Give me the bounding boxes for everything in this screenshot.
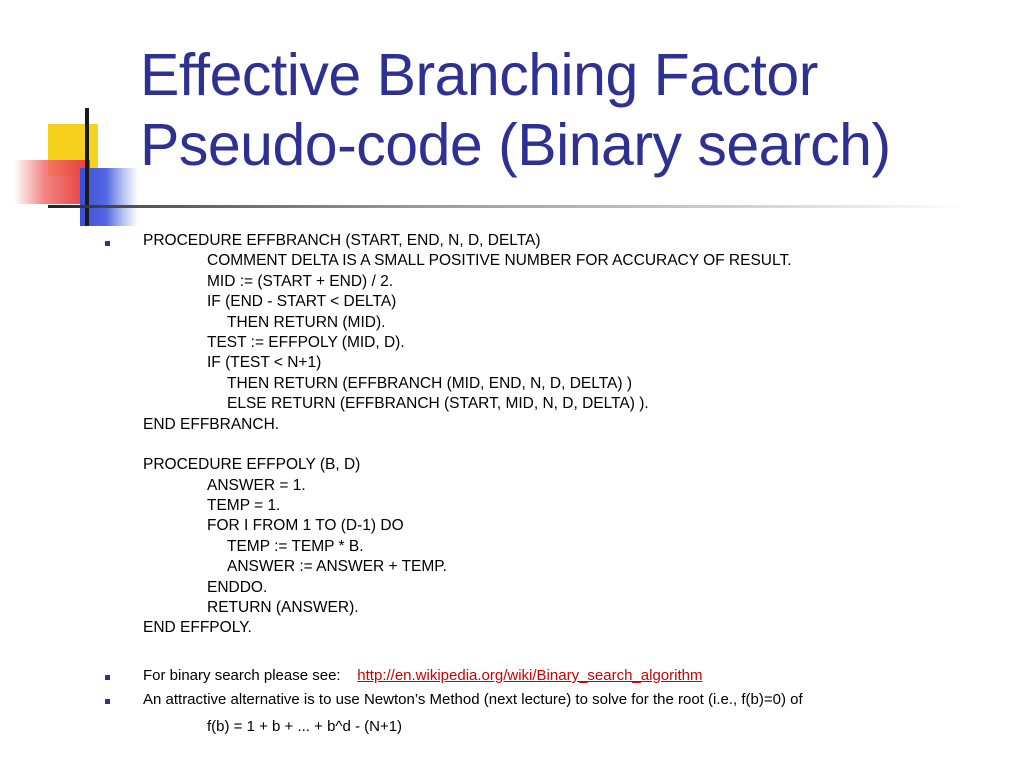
- binary-search-link[interactable]: http://en.wikipedia.org/wiki/Binary_search_algorithm: [357, 667, 703, 684]
- code-line: IF (TEST < N+1): [207, 354, 322, 372]
- code-line: IF (END - START < DELTA): [207, 293, 397, 311]
- code-line: FOR I FROM 1 TO (D-1) DO: [207, 517, 404, 535]
- code-line: ANSWER = 1.: [207, 476, 306, 494]
- code-line-blank: [143, 435, 792, 455]
- decorative-red-bar: [14, 160, 90, 204]
- newton-note-line-1: An attractive alternative is to use Newton’s Method (next lecture) to solve for the root (i.e., f(b)=0) of: [143, 691, 803, 708]
- title-underline: [48, 205, 968, 208]
- bullet-marker-2: [105, 675, 110, 680]
- code-line: MID := (START + END) / 2.: [207, 272, 394, 290]
- code-line: END EFFBRANCH.: [143, 415, 280, 433]
- code-line: COMMENT DELTA IS A SMALL POSITIVE NUMBER FOR ACCURACY OF RESULT.: [207, 252, 792, 270]
- binary-search-label: For binary search please see:: [143, 667, 341, 684]
- slide-title-line-1: Effective Branching Factor: [140, 42, 818, 108]
- code-line: PROCEDURE EFFPOLY (B, D): [143, 456, 361, 474]
- pseudo-code-block: [143, 231, 792, 639]
- code-line: RETURN (ANSWER).: [207, 599, 359, 617]
- code-line: PROCEDURE EFFBRANCH (START, END, N, D, DELTA): [143, 232, 541, 249]
- code-line: TEMP = 1.: [207, 497, 281, 515]
- slide-title-line-2: Pseudo-code (Binary search): [140, 112, 891, 178]
- code-line: ENDDO.: [207, 578, 268, 596]
- binary-search-note: [143, 666, 702, 686]
- newton-note-line-2: f(b) = 1 + b + ... + b^d - (N+1): [207, 718, 403, 735]
- code-line: TEST := EFFPOLY (MID, D).: [207, 333, 405, 351]
- bullet-marker-3: [105, 699, 110, 704]
- bullet-marker-1: [105, 241, 110, 246]
- code-line: ANSWER := ANSWER + TEMP.: [227, 558, 447, 576]
- code-line: ELSE RETURN (EFFBRANCH (START, MID, N, D, DELTA) ).: [227, 395, 649, 413]
- decorative-vertical-line: [85, 108, 89, 226]
- code-line: THEN RETURN (MID).: [227, 313, 386, 331]
- slide-title: [140, 40, 1000, 180]
- code-line: TEMP := TEMP * B.: [227, 537, 364, 555]
- code-line: END EFFPOLY.: [143, 619, 252, 637]
- code-line: THEN RETURN (EFFBRANCH (MID, END, N, D, DELTA) ): [227, 374, 633, 392]
